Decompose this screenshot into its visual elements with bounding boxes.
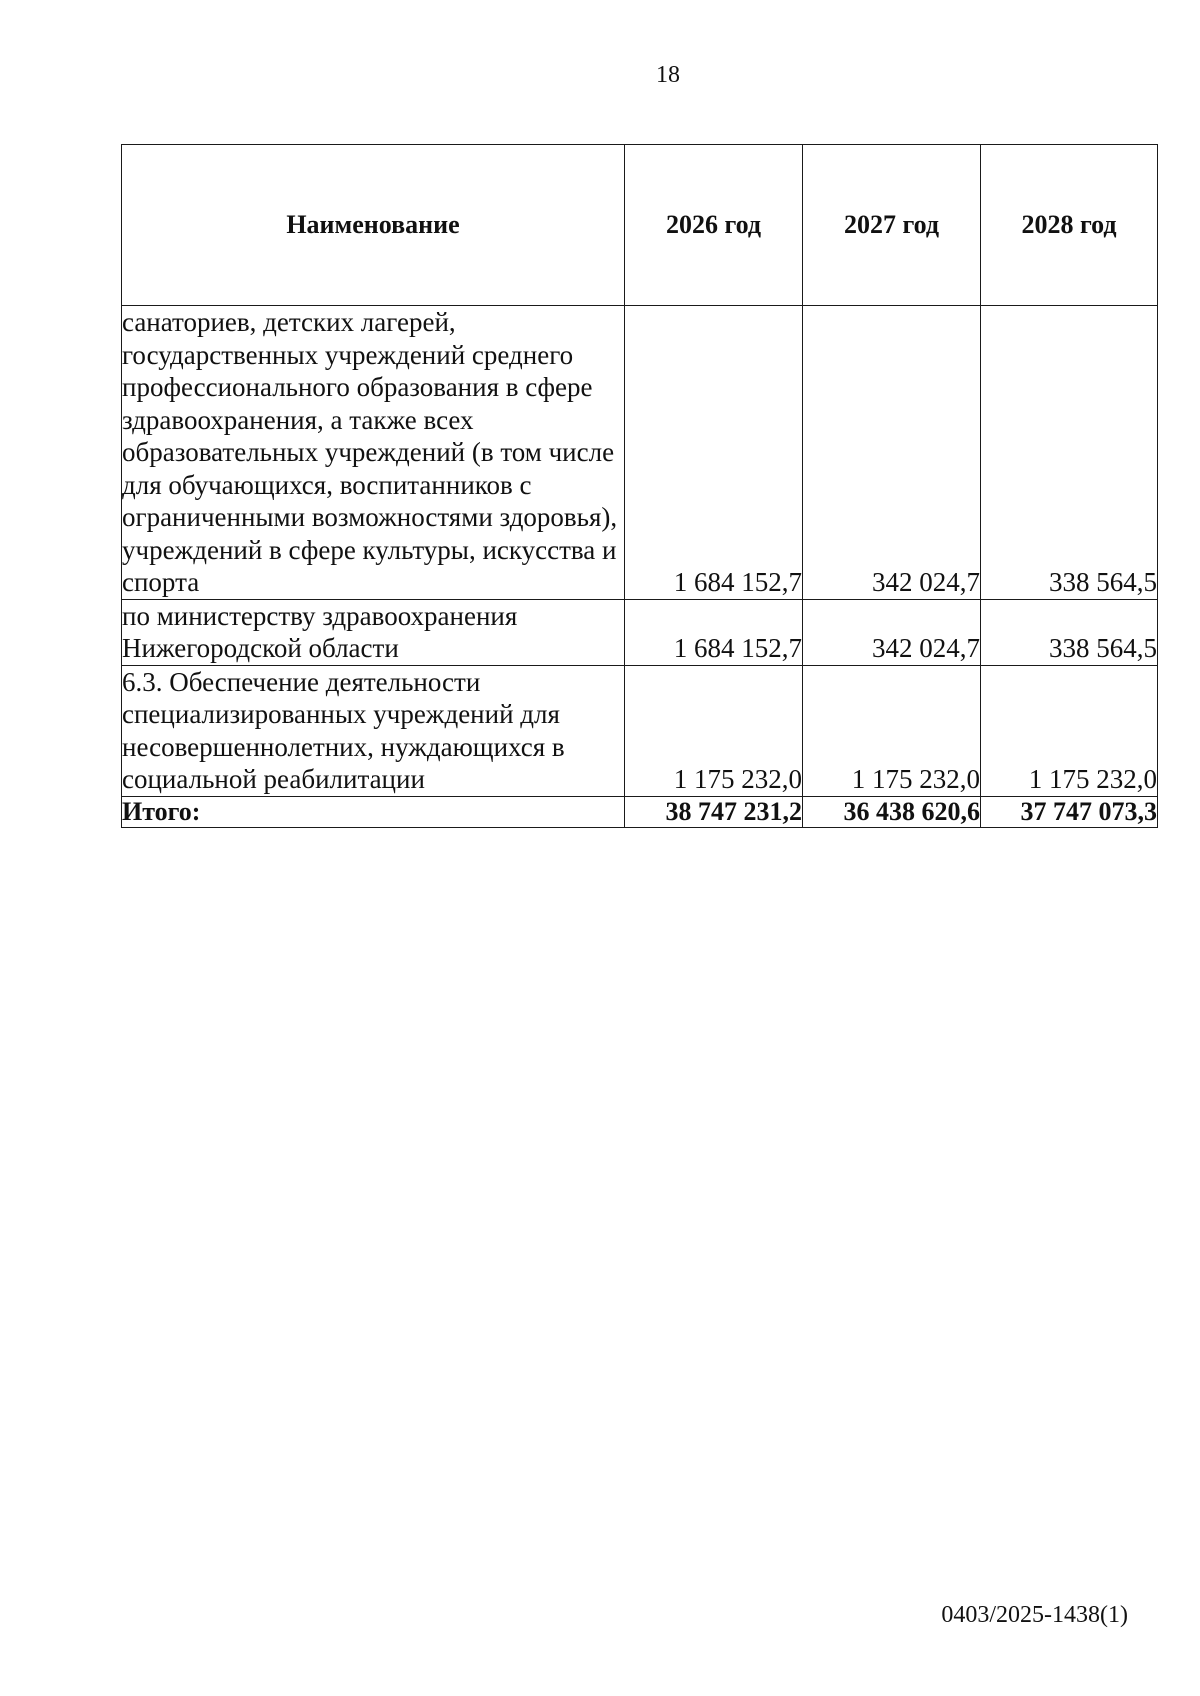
- table-row: [122, 599, 1158, 665]
- row-value-2027: 342 024,7: [803, 599, 981, 665]
- page-number: 18: [656, 62, 680, 88]
- row-value-2026: 1 684 152,7: [625, 306, 803, 600]
- row-value-2026: 1 684 152,7: [625, 599, 803, 665]
- table-body: [122, 306, 1158, 828]
- header-row: [122, 145, 1158, 306]
- total-label: Итого:: [122, 796, 625, 827]
- header-year-2028: 2028 год: [981, 145, 1158, 306]
- row-value-2028: 1 175 232,0: [981, 665, 1158, 796]
- document-code: 0403/2025-1438(1): [941, 1602, 1128, 1628]
- header-name: Наименование: [122, 145, 625, 306]
- row-name: по министерству здравоохранения Нижегородской области: [122, 599, 625, 665]
- total-value-2027: 36 438 620,6: [803, 796, 981, 827]
- table-header: [122, 145, 1158, 306]
- row-value-2028: 338 564,5: [981, 599, 1158, 665]
- total-row: [122, 796, 1158, 827]
- budget-table: [121, 144, 1158, 828]
- row-value-2026: 1 175 232,0: [625, 665, 803, 796]
- row-value-2027: 342 024,7: [803, 306, 981, 600]
- table-row: [122, 306, 1158, 600]
- header-year-2027: 2027 год: [803, 145, 981, 306]
- row-name: 6.3. Обеспечение деятельности специализированных учреждений для несовершеннолетних, нуждающихся в социальной реабилитации: [122, 665, 625, 796]
- row-value-2028: 338 564,5: [981, 306, 1158, 600]
- table-row: [122, 665, 1158, 796]
- row-name: санаториев, детских лагерей, государственных учреждений среднего профессионального образования в сфере здравоохранения, а также всех образовательных учреждений (в том числе для обучающихся, воспитанников с ограниченными возможностями здоровья), учреждений в сфере культуры, искусства и спорта: [122, 306, 625, 600]
- row-value-2027: 1 175 232,0: [803, 665, 981, 796]
- header-year-2026: 2026 год: [625, 145, 803, 306]
- total-value-2028: 37 747 073,3: [981, 796, 1158, 827]
- total-value-2026: 38 747 231,2: [625, 796, 803, 827]
